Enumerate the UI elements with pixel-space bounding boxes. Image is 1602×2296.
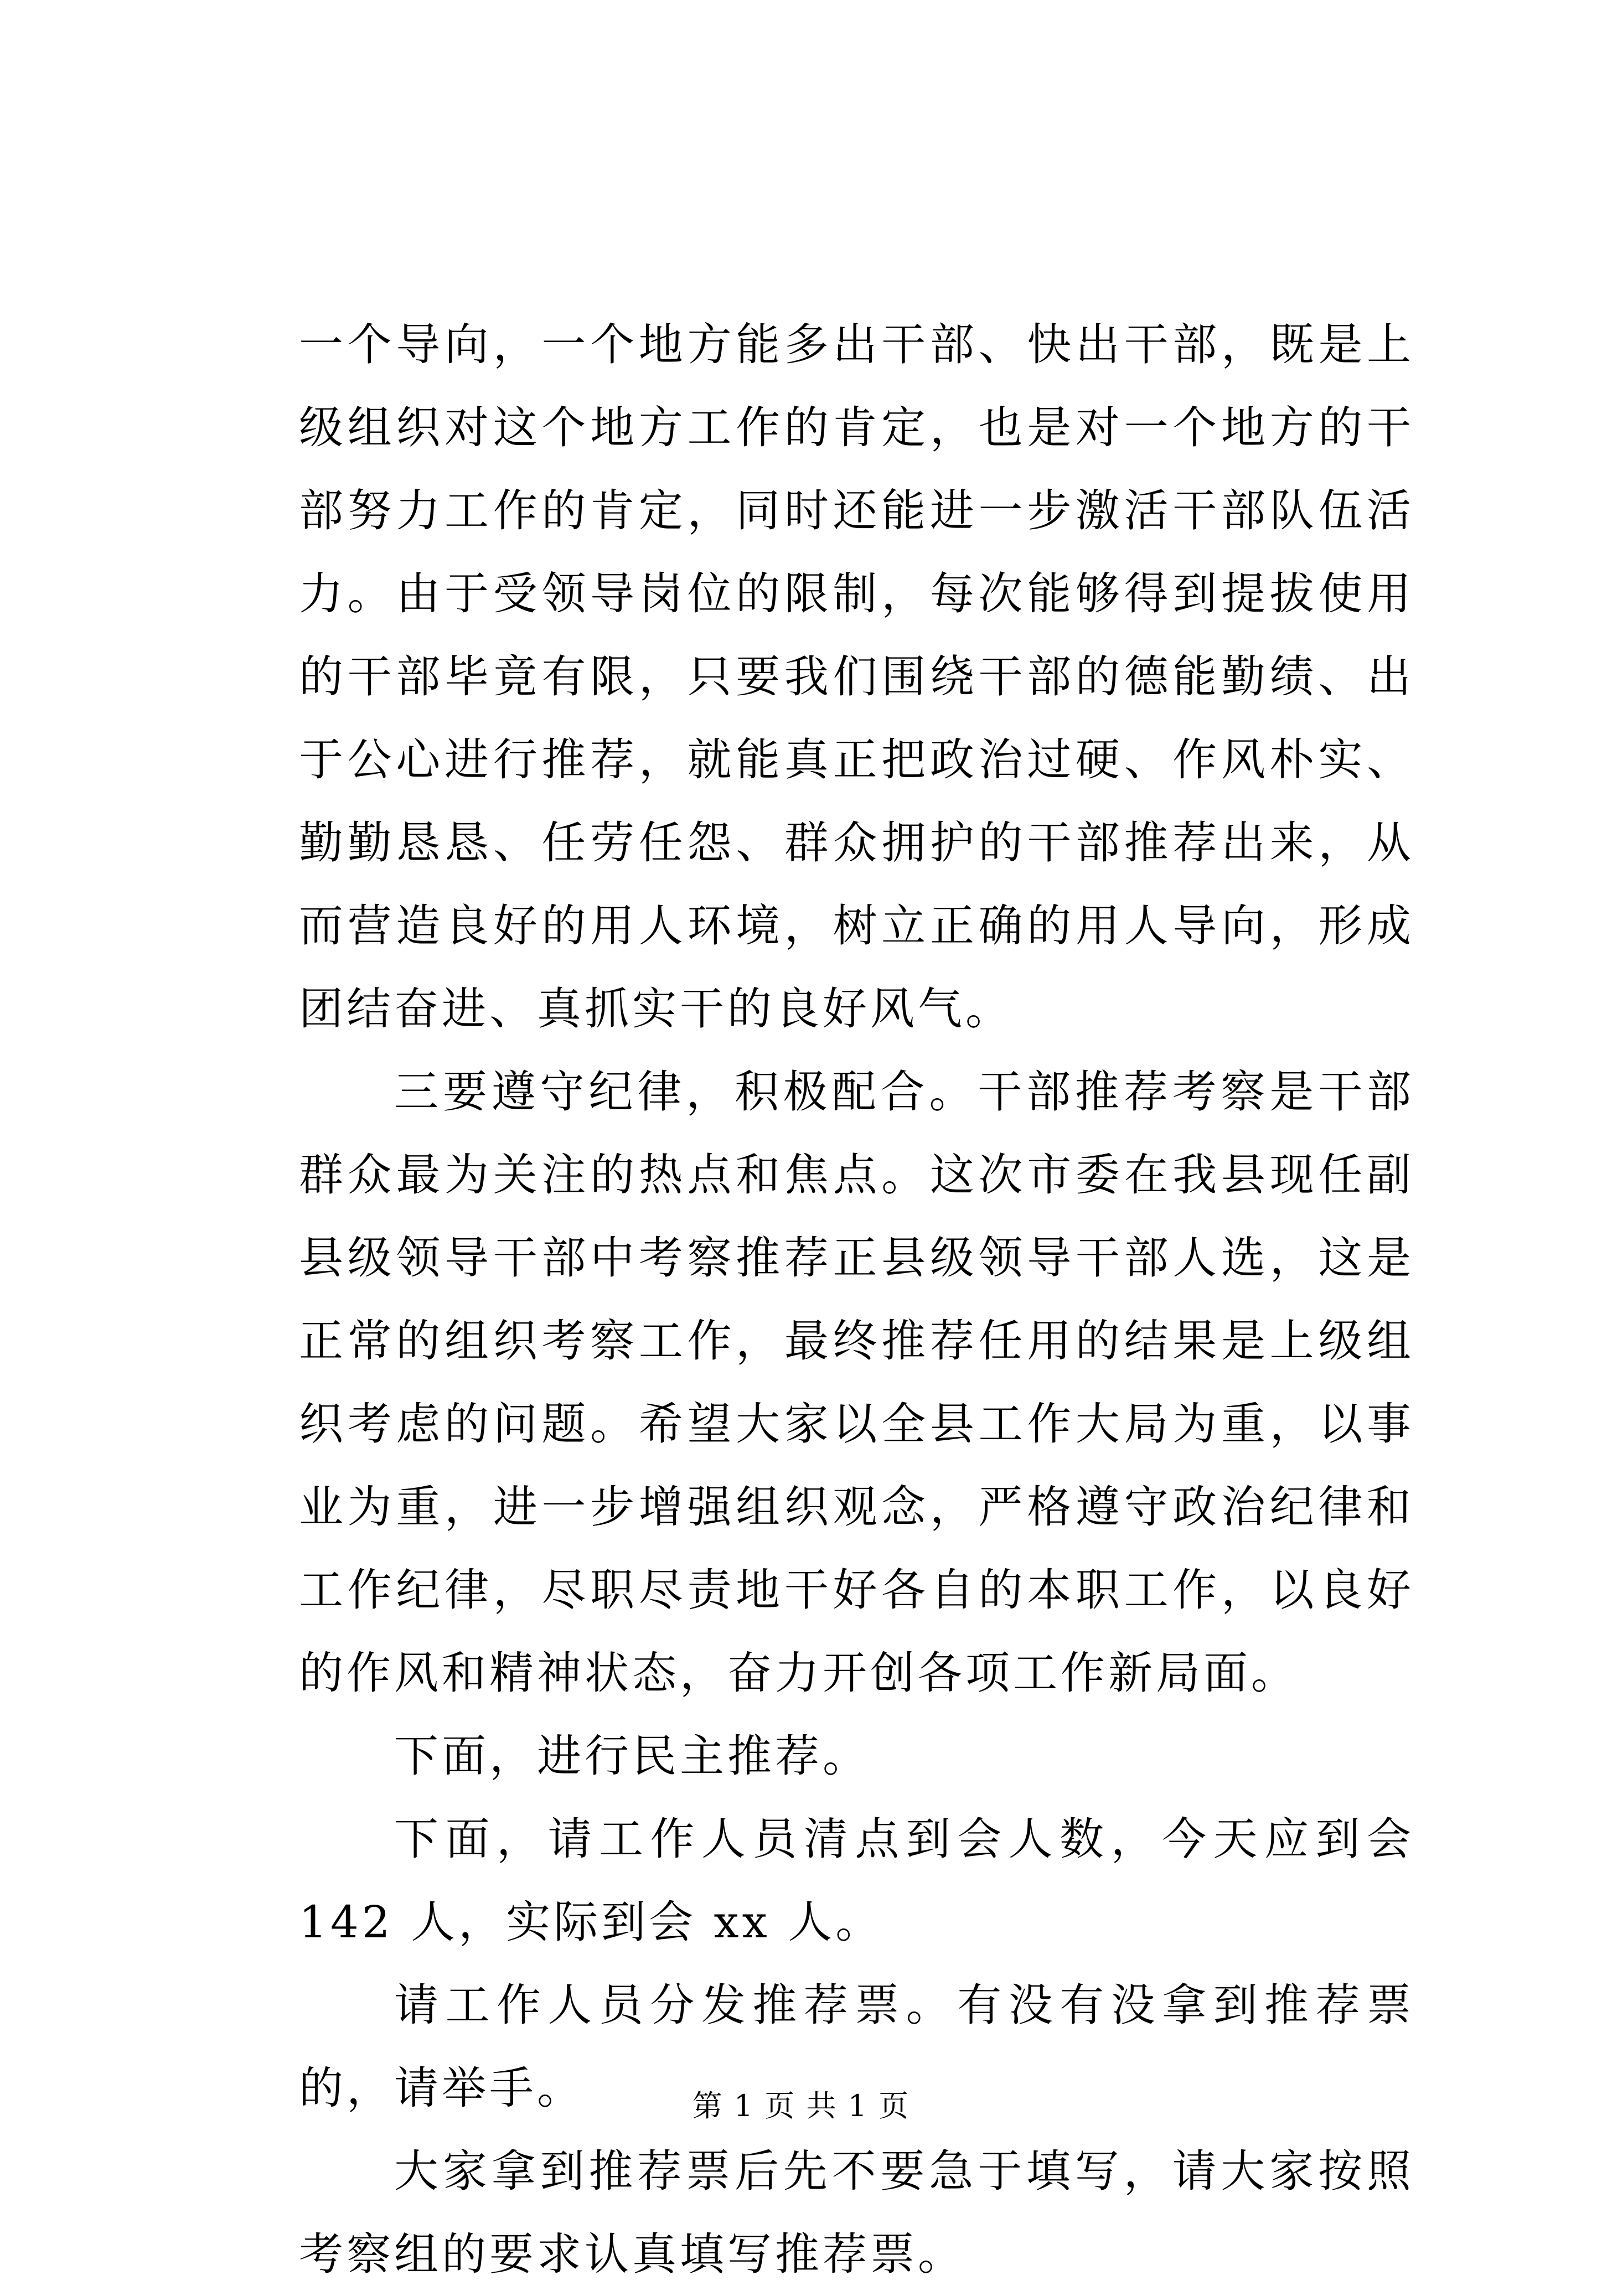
- paragraph-continuation: 一个导向，一个地方能多出干部、快出干部，既是上级组织对这个地方工作的肯定，也是对一个地方的干部努力工作的肯定，同时还能进一步激活干部队伍活力。由于受领导岗位的限制，每次能够得到提拔使用的干部毕竟有限，只要我们围绕干部的德能勤绩、出于公心进行推荐，就能真正把政治过硬、作风朴实、勤勤恳恳、任劳任怨、群众拥护的干部推荐出来，从而营造良好的用人环境，树立正确的用人导向，形成团结奋进、真抓实干的良好风气。: [299, 319, 1414, 1035]
- document-body: [299, 303, 1414, 2296]
- paragraph-discipline: 三要遵守纪律，积极配合。干部推荐考察是干部群众最为关注的热点和焦点。这次市委在我县现任副县级领导干部中考察推荐正县级领导干部人选，这是正常的组织考察工作，最终推荐任用的结果是上级组织考虑的问题。希望大家以全县工作大局为重，以事业为重，进一步增强组织观念，严格遵守政治纪律和工作纪律，尽职尽责地干好各自的本职工作，以良好的作风和精神状态，奋力开创各项工作新局面。: [299, 1066, 1414, 1699]
- paragraph-distribute-ballots: 请工作人员分发推荐票。有没有没拿到推荐票的，请举手。: [299, 1979, 1414, 2114]
- paragraph-democratic-recommendation: 下面，进行民主推荐。: [394, 1730, 870, 1782]
- page-footer: 第 1 页 共 1 页: [692, 2088, 910, 2123]
- paragraph-fill-ballots: 大家拿到推荐票后先不要急于填写，请大家按照考察组的要求认真填写推荐票。: [299, 2145, 1414, 2280]
- paragraph-attendance-count: 下面，请工作人员清点到会人数，今天应到会 142 人，实际到会 xx 人。: [299, 1813, 1414, 1948]
